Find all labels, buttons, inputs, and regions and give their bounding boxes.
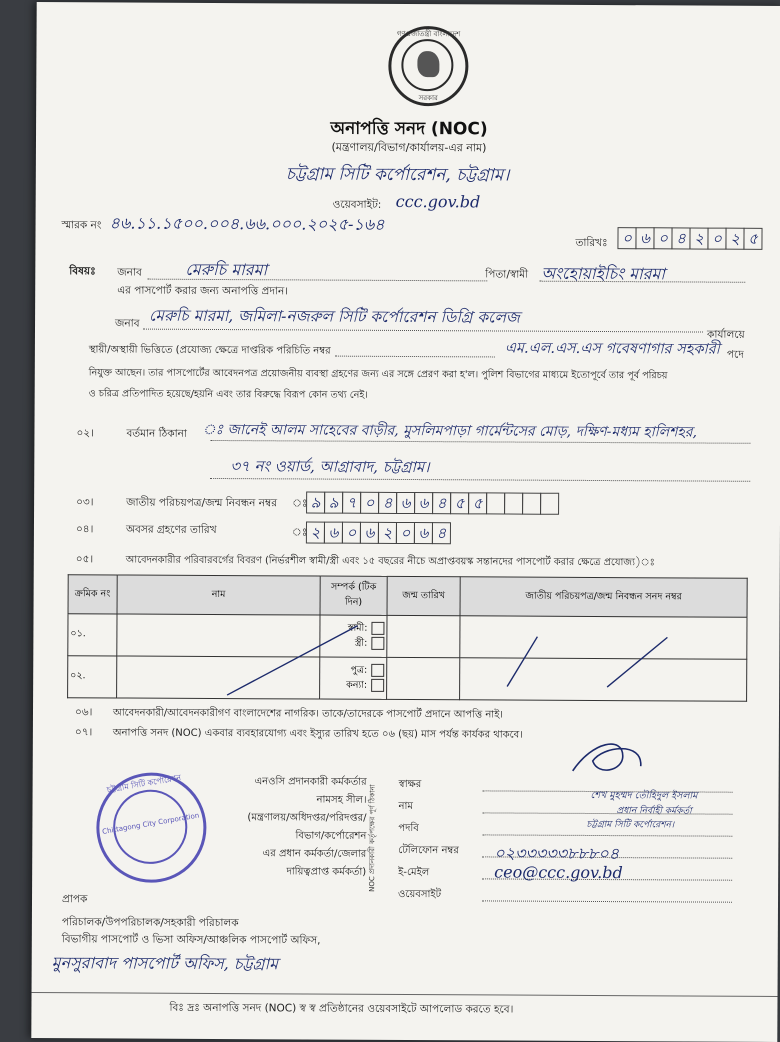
- digit-box: ৫: [450, 492, 469, 514]
- digit-box: ৬: [414, 492, 433, 514]
- retire-label: অবসর গ্রহণের তারিখ: [125, 523, 217, 537]
- digit-box: ০: [653, 227, 672, 249]
- digit-box: ৪: [378, 492, 397, 514]
- dotted-line: [482, 900, 732, 902]
- digit-box: ৪: [671, 227, 690, 249]
- signatory-left-line: (মন্ত্রণালয়/অধিদপ্তর/পরিদপ্তর/: [247, 812, 367, 824]
- digit-box: ২: [378, 522, 397, 544]
- item-number-03: ০৩।: [76, 496, 94, 509]
- signatory-field-label: নাম: [398, 800, 413, 813]
- para-3: ও চরিত্র প্রতিপাদিত হয়েছে/হয়নি এবং তার বিরুদ্ধে বিরূপ কোন তথ্য নেই।: [88, 388, 368, 401]
- dotted-line: [335, 356, 495, 358]
- digit-box: ০: [360, 492, 379, 514]
- validity-text: অনাপত্তি সনদ (NOC) একবার ব্যবহারযোগ্য এবং ইস্যুর তারিখ হতে ০৬ (ছয়) মাস পর্যন্ত কার্যকর থাকবে।: [112, 727, 523, 741]
- address-line-1: ঃ জানেই আলম সাহেবের বাড়ীর, মুসলিমপাড়া গার্মেন্টসের মোড়, দক্ষিণ-মধ্যম হালিশহর,: [202, 421, 697, 441]
- dotted-line: [482, 834, 732, 836]
- address-label: বর্তমান ঠিকানা: [126, 427, 188, 440]
- subject-label: বিষয়ঃ: [69, 265, 96, 278]
- signatory-field-label: টেলিফোন নম্বর: [398, 844, 459, 857]
- row-serial: ০১.: [68, 614, 117, 656]
- digit-box: ৬: [396, 492, 415, 514]
- digit-box: ৬: [414, 522, 433, 544]
- signature: [563, 731, 653, 791]
- signatory-left-line: এনওসি প্রদানকারী কর্মকর্তার: [254, 776, 367, 788]
- noc-document: [31, 2, 780, 1042]
- digit-box: ৬: [324, 522, 343, 544]
- relation-wife: স্ত্রী:: [354, 637, 368, 649]
- item-number-07: ০৭।: [74, 726, 93, 739]
- date-label: তারিখঃ: [575, 236, 608, 250]
- memo-value: ৪৬.১১.১৫০০.০০৪.৬৬.০০০.২০২৫-১৬৪: [109, 213, 385, 234]
- retire-boxes: [306, 521, 450, 544]
- employee-line: মেরুচি মারমা, জমিলা-নজরুল সিটি কর্পোরেশন ডিগ্রি কলেজ: [149, 306, 520, 327]
- memo-label: স্মারক নং: [61, 219, 102, 232]
- digit-box: ৪: [432, 492, 451, 514]
- digit-box: ৭: [342, 492, 361, 514]
- stamp-org: চট্টগ্রাম সিটি কর্পোরেশন।: [586, 819, 675, 831]
- digit-box: ৯: [306, 491, 325, 513]
- website-label: ওয়েবসাইট:: [332, 198, 382, 211]
- digit-box: ৬: [635, 227, 654, 249]
- col-serial: ক্রমিক নং: [68, 575, 117, 614]
- address-line-2: ৩৭ নং ওয়ার্ড, আগ্রাবাদ, চট্টগ্রাম।: [230, 457, 430, 477]
- recipient-label: প্রাপক: [61, 893, 88, 906]
- signatory-left-line: দায়িত্বপ্রাপ্ত কর্মকর্তা): [286, 866, 367, 878]
- footer-divider: [32, 992, 778, 997]
- father-name: অংহোয়াইচিং মারমা: [541, 263, 665, 284]
- document-subtitle: (মন্ত্রণালয়/বিভাগ/কার্যালয়-এর নাম): [331, 140, 487, 155]
- seal-inner: [401, 39, 453, 91]
- relation-son: পুত্র:: [350, 664, 368, 676]
- post-value: এম.এল.এস.এস গবেষণাগার সহকারী: [504, 340, 720, 358]
- signatory-left-line: এর প্রধান কর্মকর্তা/জেলার: [262, 848, 367, 860]
- stamp-inner-text: Chittagong City Corporation: [101, 811, 200, 836]
- email-value: ceo@ccc.gov.bd: [494, 862, 623, 883]
- digit-box: ০: [396, 522, 415, 544]
- digit-box: ৪: [432, 522, 451, 544]
- signatory-field-label: পদবি: [398, 822, 419, 835]
- signatory-field-label: ই-মেইল: [398, 866, 430, 879]
- item-number-05: ০৫।: [75, 553, 94, 566]
- website-value: ccc.gov.bd: [395, 191, 481, 212]
- signatory-left-line: বিভাগ/কর্পোরেশন: [295, 830, 367, 842]
- seal-top-text: গণপ্রজাতন্ত্রী বাংলাদেশ: [396, 29, 461, 39]
- signatory-field-label: স্বাক্ষর: [398, 778, 422, 791]
- col-nid: জাতীয় পরিচয়পত্র/জন্ম নিবন্ধন সনদ নম্বর: [460, 577, 747, 618]
- digit-box: ৯: [324, 492, 343, 514]
- stamp-outer-text: চট্টগ্রাম সিটি কর্পোরেশন: [106, 773, 182, 795]
- digit-box: ৫: [743, 228, 762, 250]
- digit-box: [522, 493, 541, 515]
- office-suffix: কার্যালয়ে: [706, 328, 745, 341]
- row-serial: ০২.: [68, 656, 117, 698]
- permanent-text: স্থায়ী/অস্থায়ী ভিত্তিতে (প্রযোজ্য ক্ষেত্রে দাপ্তরিক পরিচিতি নম্বর: [88, 344, 331, 357]
- seal-bottom-text: সরকার: [418, 94, 438, 103]
- phone-value: ০২৩৩৩৩৩৮৮৮০৪: [494, 843, 620, 864]
- date-boxes: [617, 227, 761, 250]
- stamp-name: শেখ মুহম্মদ তৌহিদুল ইসলাম: [590, 789, 698, 802]
- subject-mr-label: জনাব: [117, 266, 142, 279]
- digit-box: ২: [725, 228, 744, 250]
- relation-daughter: কন্যা:: [346, 679, 368, 691]
- col-name: নাম: [117, 575, 320, 615]
- signatory-fields: [398, 774, 459, 906]
- digit-box: ২: [689, 227, 708, 249]
- city-corporation-stamp: [88, 764, 215, 891]
- digit-box: ০: [617, 227, 636, 249]
- digit-box: ২: [306, 521, 325, 543]
- item-number-06: ০৬।: [74, 706, 93, 719]
- applicant-name: মেরুচি মারমা: [185, 259, 268, 280]
- nid-boxes: [306, 491, 558, 514]
- digit-box: [486, 492, 505, 514]
- item-number-04: ০৪।: [75, 523, 94, 536]
- family-label: আবেদনকারীর পরিবারবর্গের বিবরণ (নির্ভরশীল স্বামী/স্ত্রী এবং ১৫ বছরের নীচে অপ্রাপ্তবয়স্ক সন্তানদের পাসপোর্ট করার ক্ষেত্রে প্রযোজ্য)ঃ: [125, 554, 655, 569]
- para-2: নিযুক্ত আছেন। তার পাসপোর্টের আবেদনপত্র প্রয়োজনীয় ব্যবস্থা গ্রহণের জন্য এর সঙ্গে প্রেরণ করা হ'ল। পুলিশ বিভাগের মাধ্যমে ইতোপূর্বে তার পূর্ব পরিচয়: [88, 367, 668, 382]
- colon: ঃ: [291, 526, 308, 539]
- citizen-text: আবেদনকারী/আবেদনকারীগণ বাংলাদেশের নাগরিক। তাকে/তাদেরকে পাসপোর্ট প্রদানে আপত্তি নাই।: [112, 707, 504, 721]
- signatory-left-block: [232, 773, 367, 882]
- col-relation: সম্পর্ক (টিক দিন): [320, 576, 387, 615]
- recipient-line-1: পরিচালক/উপপরিচালক/সহকারী পরিচালক: [61, 916, 239, 930]
- digit-box: ০: [707, 228, 726, 250]
- nid-label: জাতীয় পরিচয়পত্র/জন্ম নিবন্ধন নম্বর: [126, 496, 278, 510]
- body-mr-label: জনাব: [115, 317, 140, 330]
- bangladesh-map-icon: [417, 51, 439, 77]
- subject-line2: এর পাসপোর্ট করার জন্য অনাপত্তি প্রদান।: [117, 284, 289, 298]
- dotted-line: [482, 812, 732, 814]
- footer-note: বিঃ দ্রঃ অনাপত্তি সনদ (NOC) স্ব স্ব প্রতিষ্ঠানের ওয়েবসাইটে আপলোড করতে হবে।: [169, 1001, 514, 1016]
- digit-box: [540, 493, 559, 515]
- digit-box: ৬: [360, 522, 379, 544]
- government-seal: [388, 26, 468, 106]
- father-label: পিতা/স্বামী: [485, 268, 529, 281]
- signatory-left-line: নামসহ সীল।: [316, 794, 367, 806]
- digit-box: ৫: [468, 492, 487, 514]
- post-suffix: পদে: [726, 348, 744, 361]
- digit-box: [504, 493, 523, 515]
- digit-box: ০: [342, 522, 361, 544]
- recipient-line-2: বিভাগীয় পাসপোর্ট ও ভিসা অফিস/আঞ্চলিক পাসপোর্ট অফিস,: [61, 933, 321, 947]
- colon: ঃ: [292, 497, 308, 510]
- signatory-field-label: ওয়েবসাইট: [398, 888, 442, 901]
- document-title: অনাপত্তি সনদ (NOC): [330, 118, 488, 140]
- item-number-02: ০২।: [76, 427, 94, 440]
- stamp-post: প্রধান নির্বাহী কর্মকর্তা: [616, 806, 692, 817]
- office-name: চট্টগ্রাম সিটি কর্পোরেশন, চট্টগ্রাম।: [285, 164, 510, 186]
- recipient-handwritten: মুনসুরাবাদ পাসপোর্ট অফিস, চট্টগ্রাম: [51, 953, 279, 974]
- relation-husband: স্বামী:: [347, 622, 368, 634]
- vertical-note: NOC প্রদানকারী কর্তৃপক্ষের পূর্ণ ঠিকানা: [368, 784, 377, 892]
- col-dob: জন্ম তারিখ: [387, 576, 460, 615]
